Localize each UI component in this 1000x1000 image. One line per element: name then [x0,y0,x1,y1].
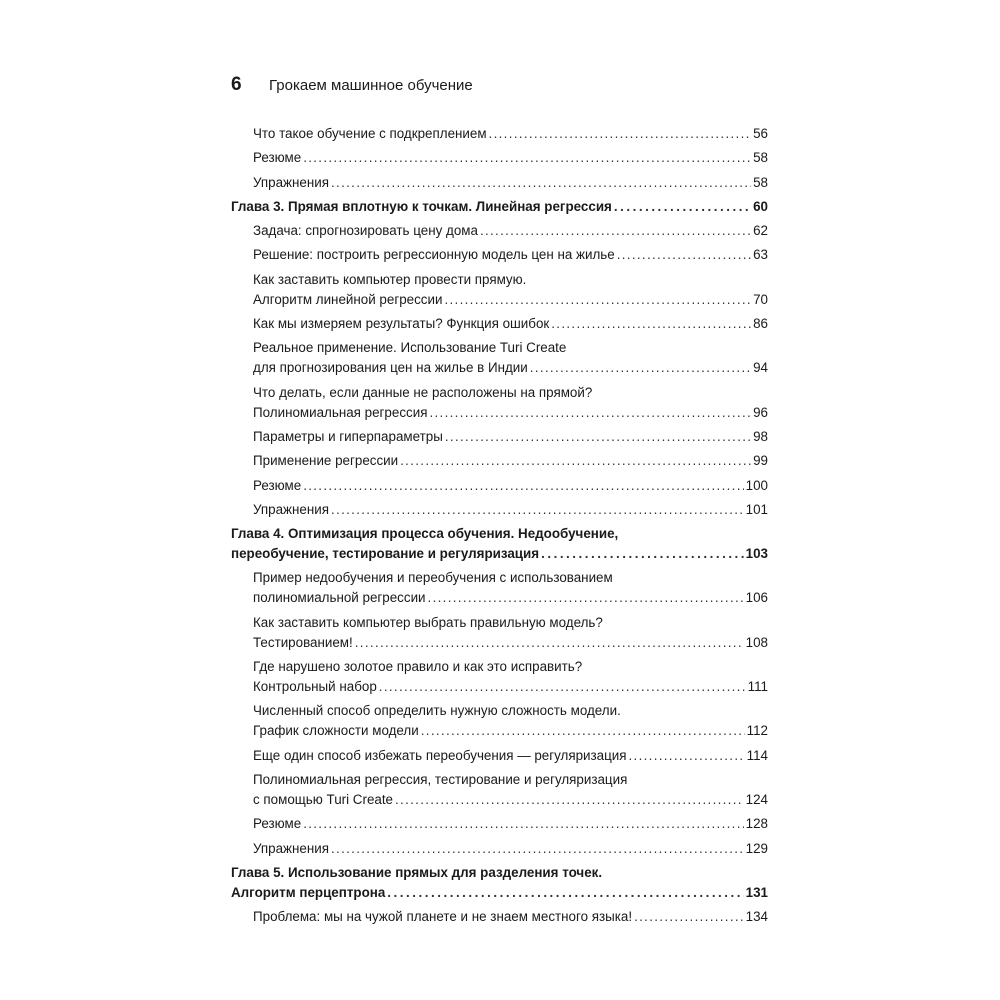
dot-leader [445,427,751,447]
toc-section-entry [231,270,768,310]
toc-section-entry [231,701,768,741]
toc-page-number: 98 [753,428,768,444]
toc-entry-title: Еще один способ избежать переобучения — регуляризация [253,747,627,763]
toc-section-entry [231,451,768,471]
dot-leader [530,358,751,378]
toc-page-number: 106 [745,590,768,606]
toc-page-number: 99 [753,453,768,469]
toc-entry-title: Тестированием! [253,634,353,650]
dot-leader [421,721,745,741]
toc-page-number: 70 [753,291,768,307]
dot-leader [331,500,744,520]
toc-section-entry [231,383,768,423]
toc-section-entry [231,221,768,241]
toc-entry-title: Резюме [253,816,302,832]
toc-page-number: 63 [753,247,768,263]
toc-page-number: 101 [745,501,768,517]
toc-page-number: 58 [753,174,768,190]
toc-entry-title: Задача: спрогнозировать цену дома [253,223,478,239]
dot-leader [355,633,744,653]
toc-section-entry [231,746,768,766]
toc-section-entry [231,124,768,144]
toc-page-number: 62 [753,223,768,239]
toc-entry-title-line: Численный способ определить нужную сложность модели. [253,703,621,719]
toc-page-number: 129 [745,840,768,856]
toc-section-entry [231,568,768,608]
toc-section-entry [231,770,768,810]
toc-page-number: 96 [753,404,768,420]
dot-leader [628,746,744,766]
toc-entry-title: Применение регрессии [253,453,399,469]
toc-page-number: 124 [745,791,768,807]
dot-leader [379,677,746,697]
toc-section-entry [231,500,768,520]
toc-entry-title: Упражнения [253,501,329,517]
toc-entry-title: График сложности модели [253,723,419,739]
toc-section-entry [231,245,768,265]
dot-leader [303,148,751,168]
toc-entry-title: Решение: построить регрессионную модель цен на жилье [253,247,615,263]
toc-entry-title: Упражнения [253,174,329,190]
dot-leader [395,790,744,810]
toc-chapter-entry [231,197,768,217]
toc-page-number: 131 [745,884,768,900]
toc-entry-title-line: Реальное применение. Использование Turi Create [253,340,567,356]
toc-section-entry [231,314,768,334]
toc-entry-title-line: Глава 4. Оптимизация процесса обучения. Недообучение, [231,526,619,542]
page-number: 6 [231,74,242,95]
toc-entry-title-line: Пример недообучения и переобучения с использованием [253,570,613,586]
toc-entry-title: Резюме [253,150,302,166]
toc-entry-title-line: Как заставить компьютер выбрать правильную модель? [253,614,603,630]
toc-page-number: 114 [746,747,768,763]
dot-leader [489,124,752,144]
toc-chapter-entry [231,524,768,564]
toc-entry-title: Глава 3. Прямая вплотную к точкам. Линейная регрессия [231,198,612,214]
dot-leader [614,197,751,217]
toc-entry-title-line: Где нарушено золотое правило и как это исправить? [253,659,583,675]
toc-entry-title: Параметры и гиперпараметры [253,428,443,444]
dot-leader [444,290,751,310]
toc-entry-title: Упражнения [253,840,329,856]
toc-entry-title: Что такое обучение с подкреплением [253,126,487,141]
dot-leader [428,588,744,608]
dot-leader [480,221,751,241]
dot-leader [617,245,751,265]
toc-entry-title-line: Полиномиальная регрессия, тестирование и регуляризация [253,771,628,787]
toc-section-entry [231,148,768,168]
toc-entry-title: с помощью Turi Create [253,791,393,807]
toc-section-entry [231,814,768,834]
dot-leader [331,173,751,193]
dot-leader [331,839,744,859]
toc-entry-title: для прогнозирования цен на жилье в Индии [253,360,528,376]
dot-leader [400,451,751,471]
toc-entry-title: Резюме [253,477,302,493]
toc-page-number: 94 [753,360,768,376]
toc-page-number: 111 [747,679,768,695]
page-header [231,74,473,96]
toc-page-number: 86 [753,316,768,332]
toc-section-entry [231,476,768,496]
toc-page-number: 100 [745,477,768,493]
toc-page-number: 58 [753,150,768,166]
dot-leader [429,403,751,423]
toc-section-entry [231,907,768,927]
toc-section-entry [231,657,768,697]
toc-entry-title: Алгоритм перцептрона [231,884,386,900]
toc-section-entry [231,338,768,378]
table-of-contents [231,124,768,931]
toc-entry-title: переобучение, тестирование и регуляризация [231,546,540,562]
toc-entry-title-line: Как заставить компьютер провести прямую. [253,271,527,287]
toc-entry-title: Алгоритм линейной регрессии [253,291,443,307]
dot-leader [541,544,744,564]
dot-leader [303,814,743,834]
toc-section-entry [231,427,768,447]
toc-chapter-entry [231,863,768,903]
toc-page-number: 60 [753,198,768,214]
toc-entry-title: Контрольный набор [253,679,377,695]
dot-leader [303,476,743,496]
dot-leader [634,907,744,927]
dot-leader [387,883,743,903]
toc-page-number: 103 [745,546,768,562]
toc-entry-title-line: Что делать, если данные не расположены на прямой? [253,384,593,400]
dot-leader [551,314,751,334]
toc-section-entry [231,839,768,859]
toc-page-number: 134 [745,909,768,925]
toc-section-entry [231,613,768,653]
running-title: Грокаем машинное обучение [269,77,473,94]
toc-page-number: 108 [745,634,768,650]
toc-entry-title-line: Глава 5. Использование прямых для разделения точек. [231,864,603,880]
toc-entry-title: Полиномиальная регрессия [253,404,428,420]
toc-entry-title: полиномиальной регрессии [253,590,426,606]
toc-entry-title: Как мы измеряем результаты? Функция ошибок [253,316,550,332]
toc-entry-title: Проблема: мы на чужой планете и не знаем местного языка! [253,909,633,925]
toc-page-number: 112 [746,723,768,739]
toc-section-entry [231,173,768,193]
toc-page-number: 128 [745,816,768,832]
toc-page-number: 56 [753,126,768,141]
